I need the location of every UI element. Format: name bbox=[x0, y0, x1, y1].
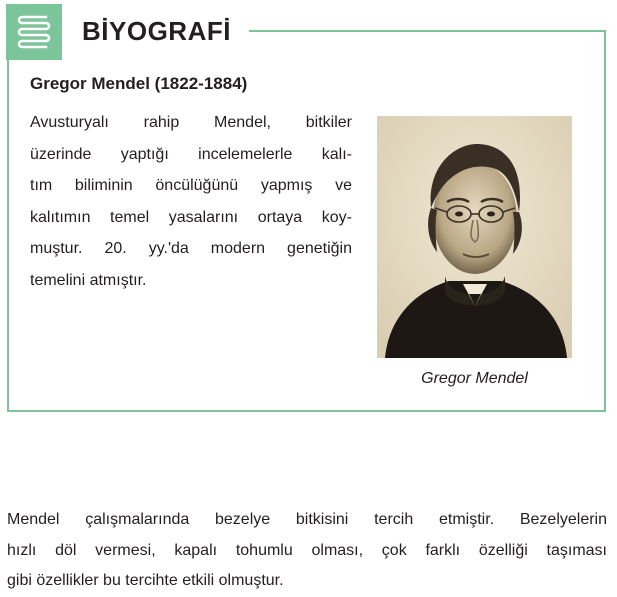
body-line-last: gibi özellikler bu tercihte etkili olmuştur. bbox=[7, 572, 284, 589]
biography-name: Gregor Mendel (1822-1884) bbox=[30, 74, 248, 93]
biography-line-last: temelini atmıştır. bbox=[30, 271, 147, 289]
body-line: hızlı döl vermesi, kapalı tohumlu olması, çok farklı özelliği taşıması bbox=[7, 541, 607, 559]
biography-line: tım biliminin öncülüğünü yapmış ve bbox=[30, 177, 352, 194]
body-paragraph bbox=[7, 505, 607, 597]
body-line: Mendel çalışmalarında bezelye bitkisini tercih etmiştir. Bezelyelerin bbox=[7, 511, 607, 528]
biography-text bbox=[30, 107, 352, 296]
biography-line: Avusturyalı rahip Mendel, bitkiler bbox=[30, 114, 352, 131]
biography-line: kalıtımın temel yasalarını ortaya koy- bbox=[30, 208, 352, 226]
portrait-caption: Gregor Mendel bbox=[421, 370, 528, 387]
portrait-image bbox=[377, 116, 572, 358]
biography-line: üzerinde yaptığı incelemelerle kalı- bbox=[30, 145, 352, 163]
biography-line: muştur. 20. yy.'da modern genetiğin bbox=[30, 240, 352, 257]
stacked-books-icon bbox=[6, 4, 62, 60]
section-title: BİYOGRAFİ bbox=[62, 6, 249, 56]
